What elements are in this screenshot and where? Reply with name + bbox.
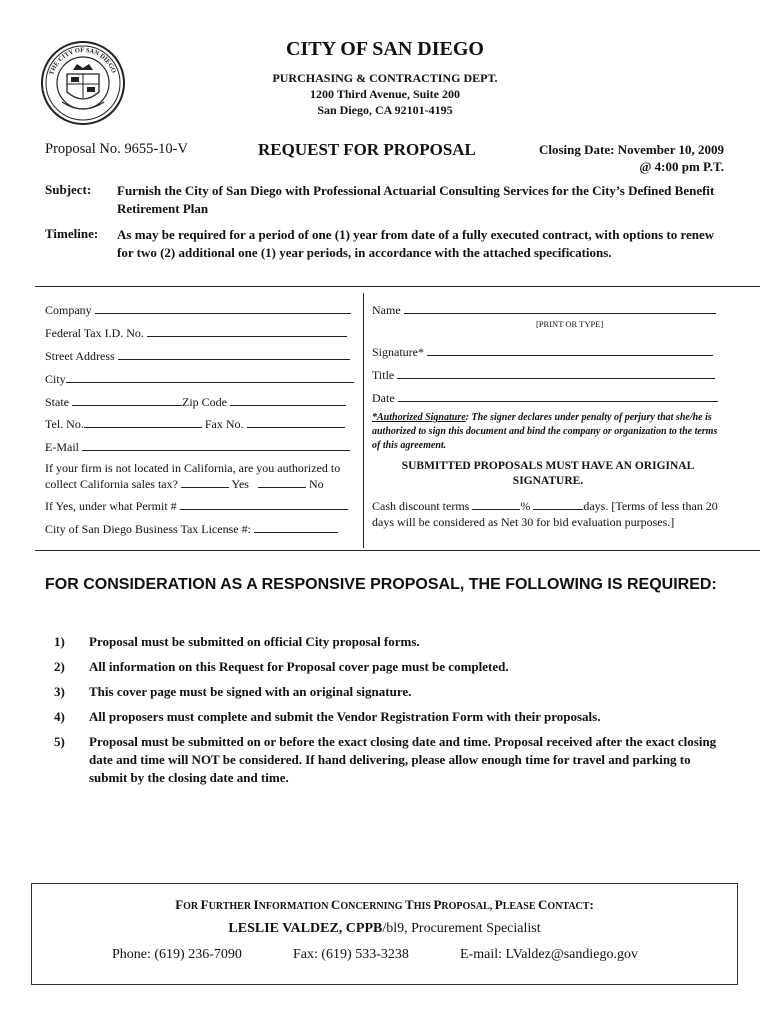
contact-heading [32,896,737,914]
contact-heading-part: OR [183,901,201,912]
department-name: PURCHASING & CONTRACTING DEPT. [272,71,498,85]
requirement-item [54,708,724,726]
divider-bottom [35,550,760,551]
company-label: Company [45,303,92,317]
timeline-text: As may be required for a period of one (1) year from date of a fully executed contract, with options to renew for two (2) additional one (1) year periods, in accordance with the attached specifications. [117,227,715,260]
requirement-text: All proposers must complete and submit the Vendor Registration Form with their proposals. [89,709,601,724]
closing-date-line-2: @ 4:00 pm P.T. [639,159,724,174]
discount-days-blank[interactable] [533,498,583,510]
street-address-field[interactable] [45,348,350,364]
subject-text: Furnish the City of San Diego with Professional Actuarial Consulting Services for the City’s Defined Benefit Retirement Plan [117,183,715,216]
sales-tax-question-line-2: collect California sales tax? [45,477,178,491]
name-label: Name [372,303,401,317]
permit-blank[interactable] [180,498,348,510]
authorized-signature-label: *Authorized Signature [372,412,466,423]
proposal-number: Proposal No. 9655-10-V [45,141,188,157]
city-field[interactable] [45,371,354,387]
requirement-number: 4) [54,709,65,724]
original-signature-notice: SUBMITTED PROPOSALS MUST HAVE AN ORIGINAL SIGNATURE. [401,460,695,487]
signature-field[interactable] [372,344,713,360]
requirement-item [54,633,724,651]
email-blank[interactable] [82,439,350,451]
signature-label: Signature* [372,345,424,359]
tel-label: Tel. No. [45,417,84,431]
discount-terms-text: days. [Terms of less than 20 days will be considered as Net 30 for bid evaluation purposes.] [372,499,718,529]
city-blank[interactable] [66,371,354,383]
sales-tax-yes-label: Yes [231,477,249,491]
name-field[interactable] [372,302,716,318]
business-tax-blank[interactable] [254,521,338,533]
sales-tax-no-blank[interactable] [258,476,306,488]
date-blank[interactable] [398,390,718,402]
document-title: REQUEST FOR PROPOSAL [258,140,476,159]
contact-heading-part: HIS [413,901,434,912]
street-address-blank[interactable] [118,348,350,360]
contact-role: /bl9, Procurement Specialist [382,921,541,936]
requirement-number: 1) [54,634,65,649]
company-blank[interactable] [95,302,351,314]
city-name-heading: CITY OF SAN DIEGO [286,38,484,60]
discount-percent-sign: % [520,499,531,513]
divider-top [35,286,760,287]
zip-blank[interactable] [230,394,346,406]
cash-discount-terms[interactable] [372,498,726,530]
contact-heading-part: URTHER [208,901,254,912]
department-block [0,70,770,118]
date-label: Date [372,391,395,405]
contact-heading-part: P [433,897,442,912]
requirement-text: All information on this Request for Proposal cover page must be completed. [89,659,509,674]
requirement-item [54,683,724,701]
business-tax-field[interactable] [45,521,338,537]
contact-heading-part: I [253,897,259,912]
requirements-list [54,633,724,794]
authorized-signature-note [372,411,722,453]
closing-date [539,141,724,175]
email-label: E-Mail [45,440,79,454]
contact-heading-part: NFORMATION [258,901,331,912]
contact-email[interactable]: E-mail: LValdez@sandiego.gov [460,947,639,962]
title-blank[interactable] [397,367,715,379]
city-label: City [45,372,66,386]
contact-heading-part: ROPOSAL [441,901,490,912]
permit-label: If Yes, under what Permit # [45,499,177,513]
state-blank[interactable] [72,394,182,406]
federal-tax-field[interactable] [45,325,347,341]
form-column-divider [363,293,364,548]
requirement-item [54,658,724,676]
timeline-label: Timeline: [45,226,99,241]
requirement-text: This cover page must be signed with an original signature. [89,684,412,699]
contact-heading-part: C [538,897,548,912]
discount-percent-blank[interactable] [472,498,520,510]
requirement-item [54,733,724,787]
name-blank[interactable] [404,302,716,314]
address-line-2: San Diego, CA 92101-4195 [317,103,453,117]
requirement-number: 2) [54,659,65,674]
tel-fax-field[interactable] [45,416,345,432]
fax-label: Fax No. [204,417,244,431]
tel-blank[interactable] [84,416,202,428]
requirement-text: Proposal must be submitted on or before the exact closing date and time. Proposal received after the exact closing date and time will NOT be considered. If hand delivering, please allow enough time for travel and parking to submit by the closing date and time. [89,734,717,785]
signature-blank[interactable] [427,344,713,356]
contact-heading-part: P [494,897,503,912]
sales-tax-no-label: No [308,477,324,491]
requirement-text: Proposal must be submitted on official City proposal forms. [89,634,420,649]
federal-tax-blank[interactable] [147,325,347,337]
contact-heading-part: LEASE [502,901,538,912]
title-field[interactable] [372,367,715,383]
sales-tax-yes-blank[interactable] [181,476,229,488]
requirement-number: 5) [54,734,65,749]
contact-heading-part: T [405,897,414,912]
requirements-heading: FOR CONSIDERATION AS A RESPONSIVE PROPOSAL, THE FOLLOWING IS REQUIRED: [45,576,717,593]
federal-tax-label: Federal Tax I.D. No. [45,326,144,340]
state-label: State [45,395,69,409]
address-line-1: 1200 Third Avenue, Suite 200 [310,87,460,101]
discount-label: Cash discount terms [372,499,470,513]
contact-heading-part: : [589,897,594,912]
requirement-number: 3) [54,684,65,699]
business-tax-label: City of San Diego Business Tax License #: [45,522,251,536]
contact-heading-text [175,896,594,913]
fax-blank[interactable] [247,416,345,428]
print-or-type-hint: [PRINT OR TYPE] [536,319,604,329]
contact-phone: Phone: (619) 236-7090 [112,947,242,962]
contact-heading-part: ONTACT [547,901,590,912]
company-field[interactable] [45,302,351,318]
permit-field[interactable] [45,498,348,514]
street-address-label: Street Address [45,349,115,363]
contact-heading-part: ONCERNING [340,901,406,912]
contact-name: LESLIE VALDEZ, CPPB [228,921,383,936]
contact-fax: Fax: (619) 533-3238 [293,947,409,962]
sales-tax-question-line-1: If your firm is not located in California, are you authorized to [45,461,341,475]
subject-label: Subject: [45,182,92,197]
date-field[interactable] [372,390,718,406]
authorized-signature-text: : The signer declares under penalty of perjury that she/he is authorized to sign this document and bind the company or organization to the terms of this agreement. [372,412,718,451]
closing-date-line-1: Closing Date: November 10, 2009 [539,142,724,157]
state-zip-field[interactable] [45,394,346,410]
contact-person [32,921,737,937]
contact-heading-part: F [200,897,209,912]
email-field[interactable] [45,439,350,455]
sales-tax-question [45,461,340,492]
contact-box [31,883,738,985]
zip-label: Zip Code [182,395,227,409]
title-label: Title [372,368,395,382]
seal-text: THE CITY OF SAN DIEGO [48,46,118,76]
contact-heading-part: C [330,897,341,912]
contact-heading-part: F [175,897,184,912]
contact-heading-part: , [489,901,495,912]
